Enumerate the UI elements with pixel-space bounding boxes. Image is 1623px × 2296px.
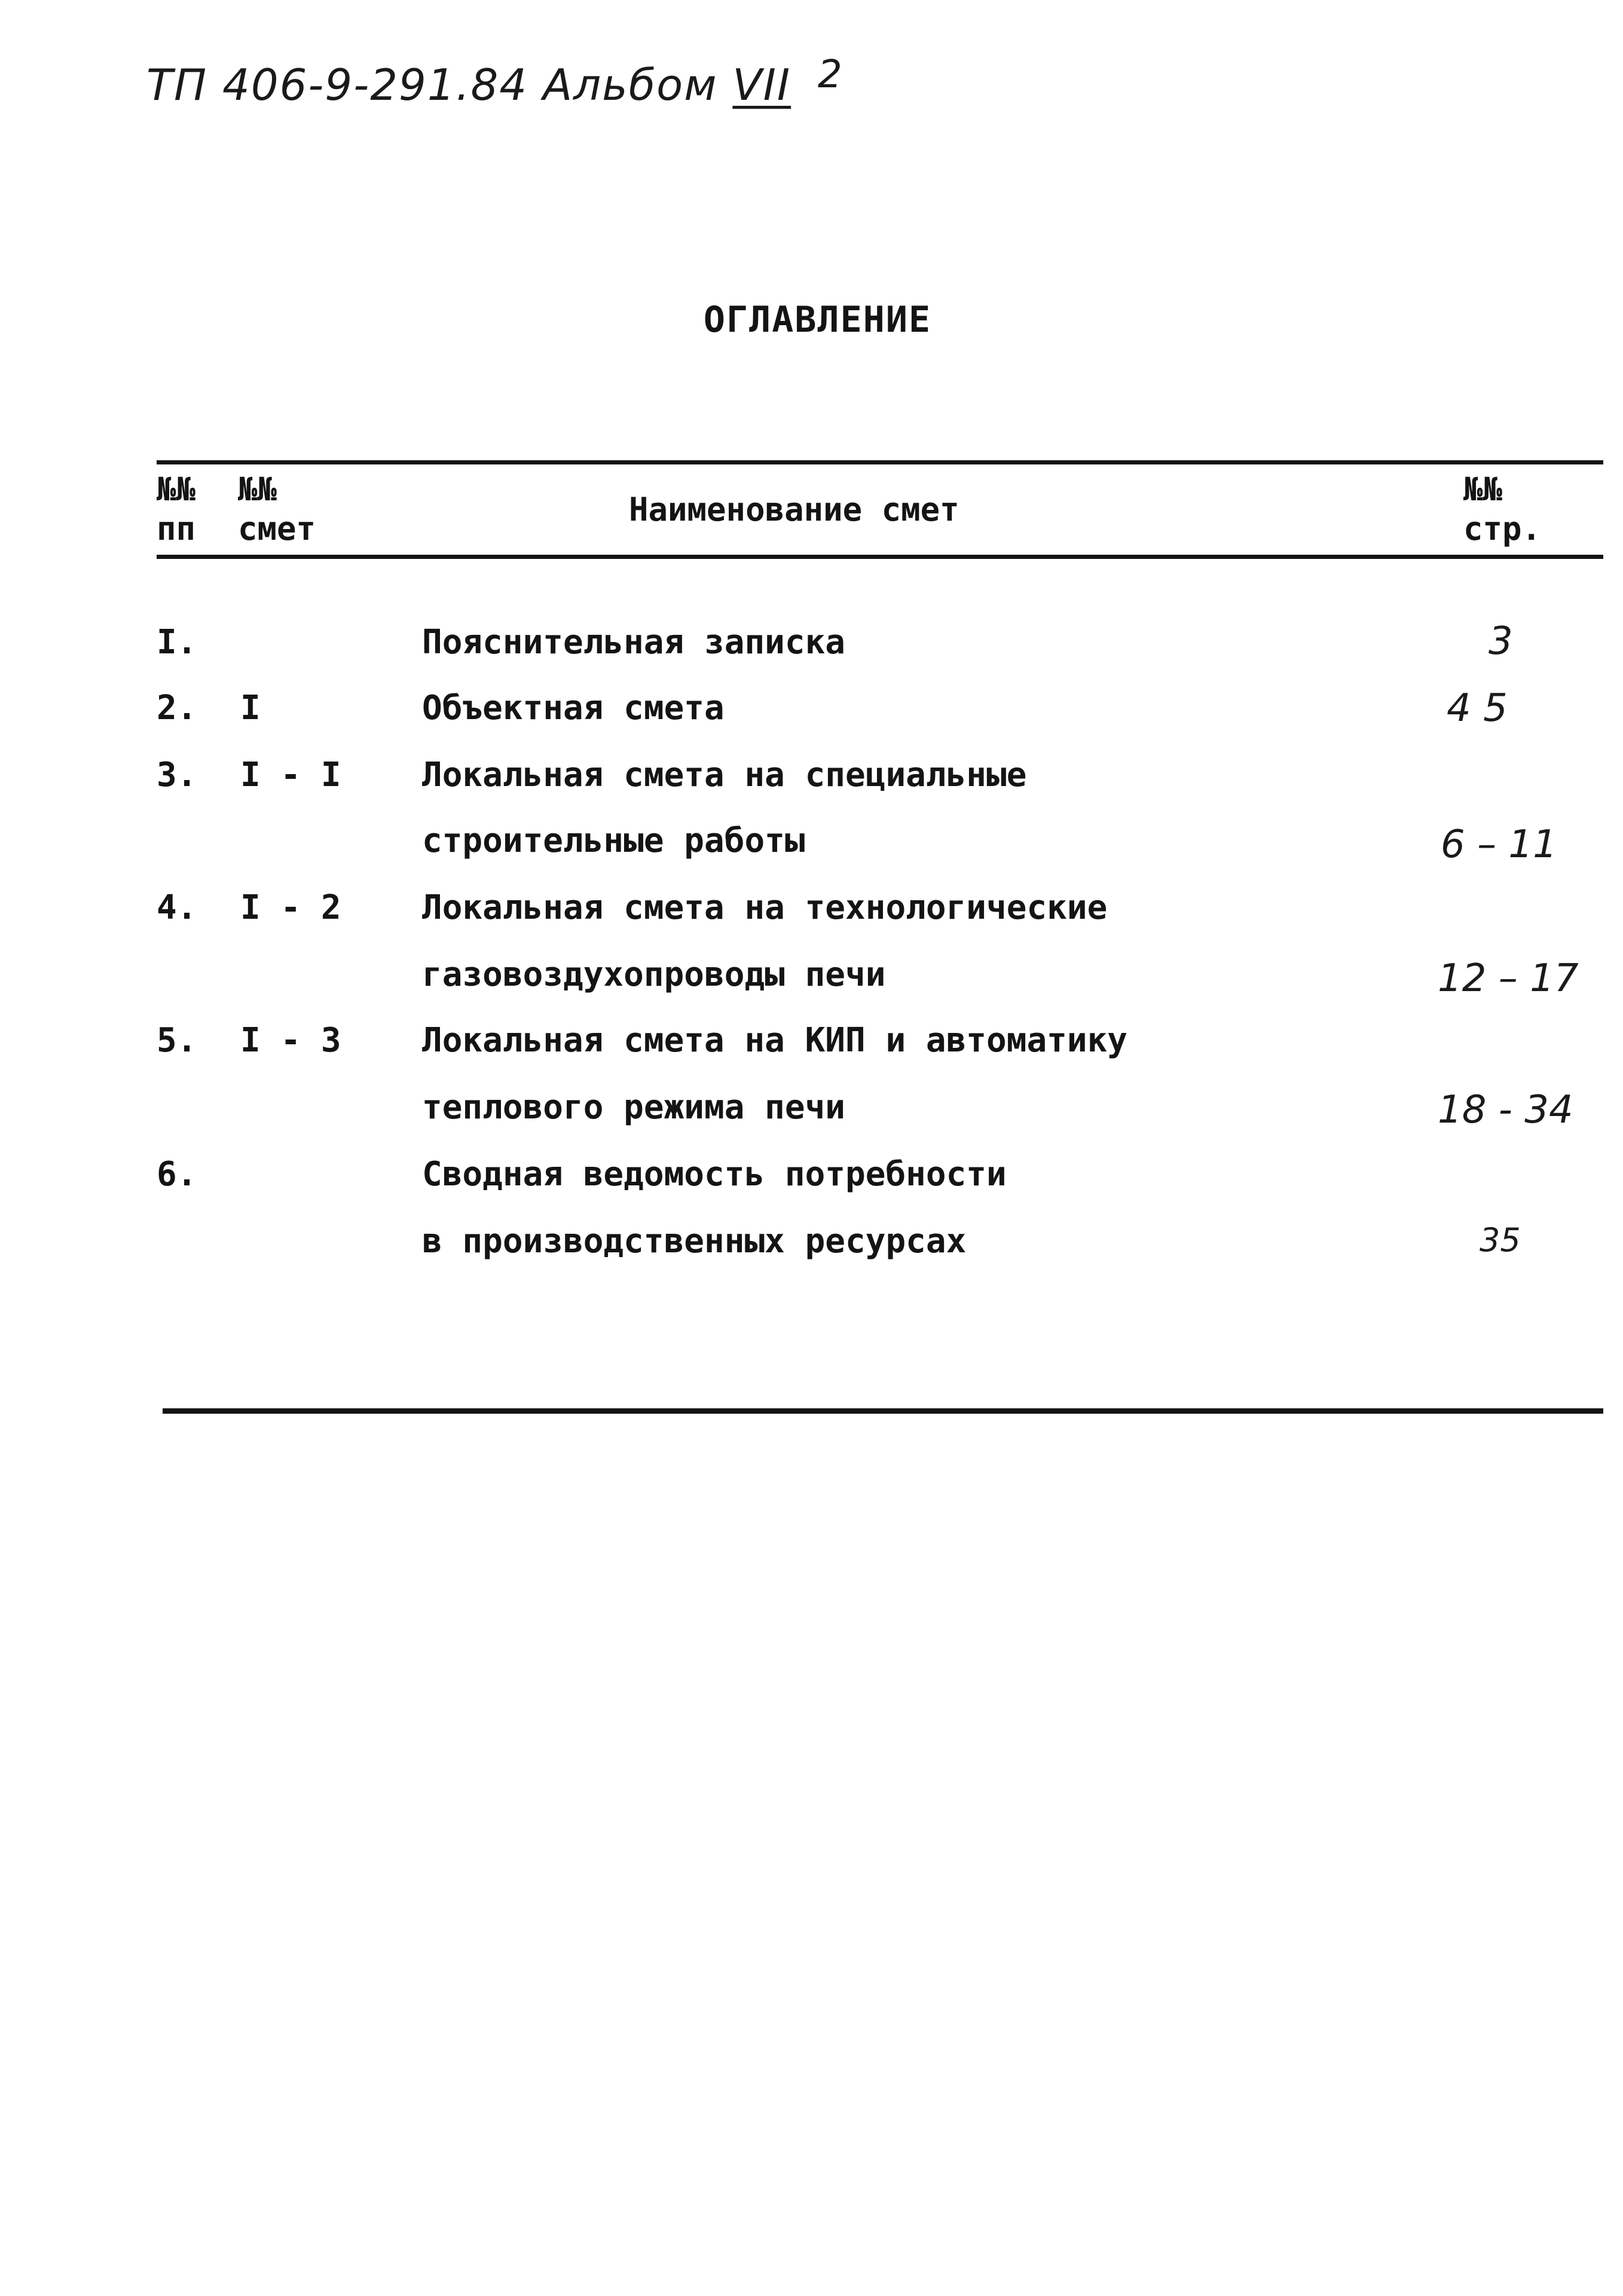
table-row-4-number: 4.	[157, 888, 197, 927]
table-row-5-name-line1: Локальная смета на КИП и автоматику	[422, 1021, 1128, 1060]
column-header-number	[157, 470, 195, 549]
column-header-estimate-line2: смет	[238, 510, 316, 548]
table-row-5-number: 5.	[157, 1021, 197, 1060]
page-title: ОГЛАВЛЕНИЕ	[703, 299, 932, 341]
table-row-6-number: 6.	[157, 1155, 197, 1194]
column-header-number-line2: пп	[157, 510, 196, 548]
table-row-2-page: 4 5	[1447, 686, 1508, 730]
table-row-2-estimate: I	[240, 689, 261, 727]
table-row-4-name-line2: газовоздухопроводы печи	[422, 955, 886, 994]
table-row-3-name-line2: строительные работы	[422, 821, 805, 860]
table-row-1-page: 3	[1488, 619, 1513, 664]
table-row-3-number: 3.	[157, 756, 197, 794]
table-row-6-name-line2: в производственных ресурсах	[422, 1222, 967, 1261]
column-header-estimate	[238, 470, 316, 549]
column-header-estimate-line1: №№	[238, 470, 277, 508]
table-row-2-name: Объектная смета	[422, 689, 725, 727]
table-row-2-number: 2.	[157, 689, 197, 727]
column-header-page-line1: №№	[1463, 470, 1503, 508]
document-code	[146, 60, 791, 110]
column-header-number-line1: №№	[157, 470, 196, 508]
page-number: 2	[818, 53, 842, 97]
table-row-5-estimate: I - 3	[240, 1021, 341, 1060]
table-row-1-name: Пояснительная записка	[422, 623, 846, 662]
album-label: Альбом	[543, 60, 718, 110]
table-row-3-name-line1: Локальная смета на специальные	[422, 756, 1027, 794]
album-volume: VII	[732, 60, 791, 110]
table-row-4-estimate: I - 2	[240, 888, 341, 927]
table-row-3-page: 6 – 11	[1441, 823, 1557, 867]
table-row-4-name-line1: Локальная смета на технологические	[422, 888, 1108, 927]
table-header-rule	[157, 555, 1603, 559]
document-code-text: ТП 406-9-291.84	[146, 60, 528, 110]
table-top-rule	[157, 460, 1603, 464]
table-row-5-page: 18 - 34	[1438, 1088, 1573, 1132]
column-header-page-line2: стр.	[1463, 510, 1542, 548]
table-row-5-name-line2: теплового режима печи	[422, 1088, 846, 1127]
table-row-3-estimate: I - I	[240, 756, 341, 794]
table-row-6-page: 35	[1480, 1221, 1521, 1259]
table-row-1-number: I.	[157, 623, 197, 662]
table-bottom-rule	[163, 1408, 1603, 1414]
table-row-4-page: 12 – 17	[1438, 956, 1579, 1001]
column-header-page	[1463, 470, 1541, 549]
table-row-6-name-line1: Сводная ведомость потребности	[422, 1155, 1007, 1194]
column-header-name: Наименование смет	[629, 491, 959, 528]
